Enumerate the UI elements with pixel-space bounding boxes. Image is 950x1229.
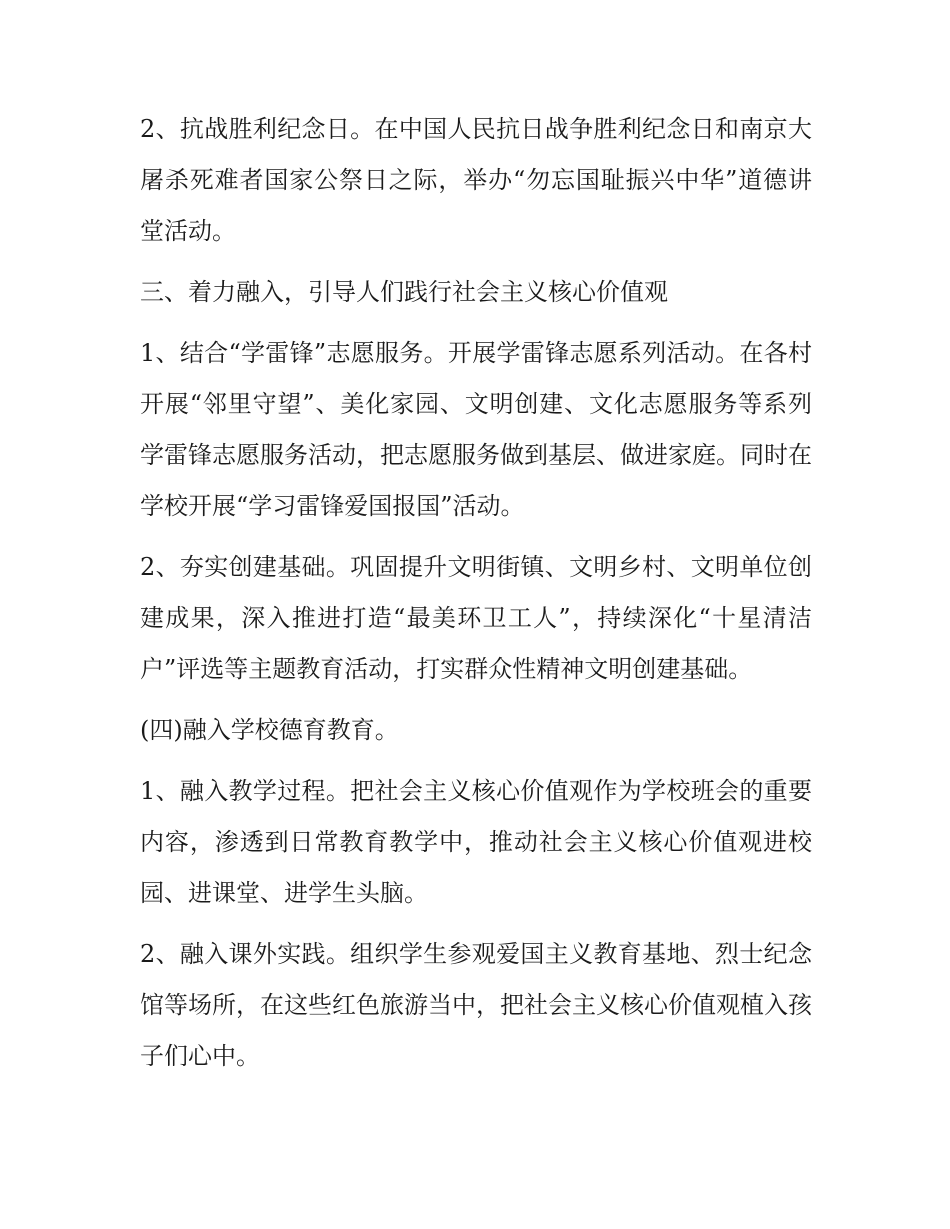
paragraph-lei-feng-volunteer: 1、结合“学雷锋”志愿服务。开展学雷锋志愿系列活动。在各村开展“邻里守望”、美化家园、文明创建、文化志愿服务等系列学雷锋志愿服务活动，把志愿服务做到基层、做进家庭。同时在学校开展“学习雷锋爱国报国”活动。 (140, 339, 812, 520)
subsection-heading-four: (四)融入学校德育教育。 (140, 716, 399, 744)
paragraph-extracurricular-practice: 2、融入课外实践。组织学生参观爱国主义教育基地、烈士纪念馆等场所，在这些红色旅游当中，把社会主义核心价值观植入孩子们心中。 (140, 940, 812, 1070)
section-heading-three: 三、着力融入，引导人们践行社会主义核心价值观 (140, 278, 668, 306)
paragraph-teaching-process: 1、融入教学过程。把社会主义核心价值观作为学校班会的重要内容，渗透到日常教育教学中，推动社会主义核心价值观进校园、进课堂、进学生头脑。 (140, 777, 812, 907)
paragraph-consolidate-foundation: 2、夯实创建基础。巩固提升文明街镇、文明乡村、文明单位创建成果，深入推进打造“最美环卫工人”，持续深化“十星清洁户”评选等主题教育活动，打实群众性精神文明创建基础。 (140, 553, 812, 683)
paragraph-anti-war-victory-day: 2、抗战胜利纪念日。在中国人民抗日战争胜利纪念日和南京大屠杀死难者国家公祭日之际，举办“勿忘国耻振兴中华”道德讲堂活动。 (140, 115, 812, 245)
document-body (140, 104, 812, 1092)
